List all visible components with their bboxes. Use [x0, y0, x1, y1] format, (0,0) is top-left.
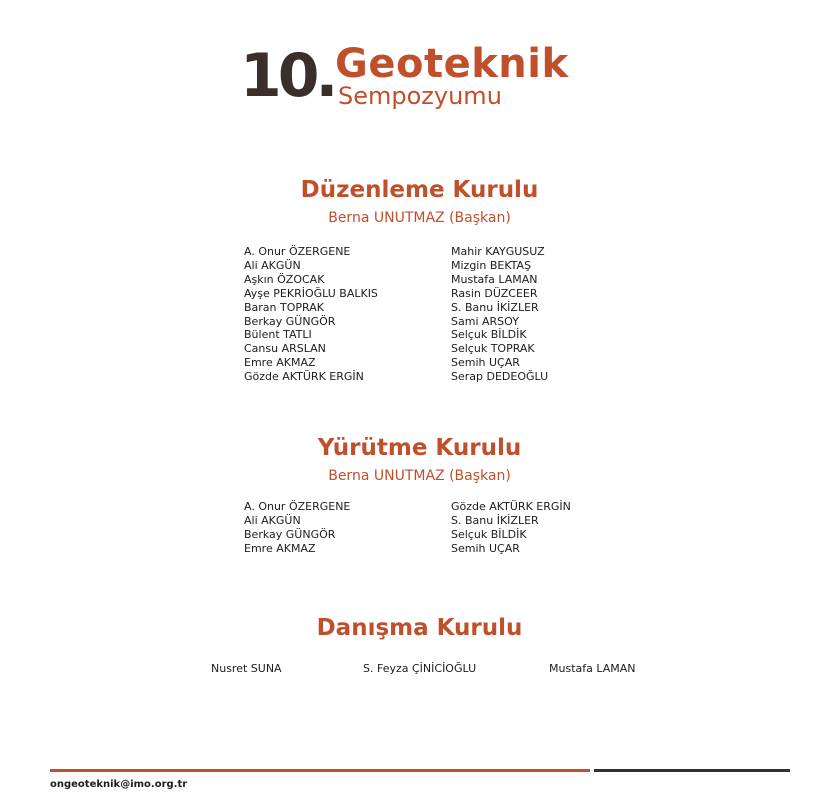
advisory-member: Nusret SUNA — [211, 662, 282, 675]
executive-committee-right-list — [451, 500, 571, 556]
organizing-committee-right-list — [451, 245, 548, 384]
contact-email[interactable]: ongeoteknik@imo.org.tr — [50, 779, 188, 790]
list-item: A. Onur ÖZERGENE — [244, 245, 351, 258]
list-item: Semih UÇAR — [451, 541, 520, 555]
list-item: Selçuk BİLDİK — [451, 527, 527, 541]
advisory-member: Mustafa LAMAN — [549, 662, 636, 675]
list-item: S. Banu İKİZLER — [451, 300, 539, 314]
list-item: Rasin DÜZCEER — [451, 286, 538, 300]
logo-title: Geoteknik — [335, 41, 569, 87]
list-item: A. Onur ÖZERGENE — [244, 500, 351, 513]
executive-committee-title: Yürütme Kurulu — [317, 435, 522, 461]
list-item: Aşkın ÖZOCAK — [244, 272, 325, 286]
list-item: Berkay GÜNGÖR — [244, 314, 336, 328]
list-item: Baran TOPRAK — [244, 300, 324, 314]
list-item: Ali AKGÜN — [244, 513, 301, 527]
logo-subtitle: Sempozyumu — [338, 82, 502, 110]
list-item: S. Banu İKİZLER — [451, 513, 539, 527]
executive-committee-left-list — [244, 500, 350, 556]
list-item: Berkay GÜNGÖR — [244, 527, 336, 541]
list-item: Mustafa LAMAN — [451, 272, 538, 286]
list-item: Mahir KAYGUSUZ — [451, 245, 545, 258]
list-item: Emre AKMAZ — [244, 541, 316, 555]
list-item: Serap DEDEOĞLU — [451, 370, 549, 384]
list-item: Selçuk BİLDİK — [451, 328, 527, 342]
list-item: Selçuk TOPRAK — [451, 342, 535, 356]
advisory-member: S. Feyza ÇİNİCİOĞLU — [363, 662, 477, 675]
list-item: Semih UÇAR — [451, 356, 520, 370]
executive-committee-chair: Berna UNUTMAZ (Başkan) — [328, 468, 511, 484]
list-item: Gözde AKTÜRK ERGİN — [244, 370, 364, 384]
list-item: Cansu ARSLAN — [244, 342, 326, 356]
organizing-committee-chair: Berna UNUTMAZ (Başkan) — [328, 210, 511, 226]
list-item: Emre AKMAZ — [244, 356, 316, 370]
logo-number: 10. — [240, 41, 335, 111]
symposium-logo — [240, 40, 620, 115]
list-item: Mizgin BEKTAŞ — [451, 258, 532, 272]
organizing-committee-title: Düzenleme Kurulu — [300, 177, 539, 203]
organizing-committee-left-list — [244, 245, 378, 384]
list-item: Bülent TATLI — [244, 328, 312, 342]
footer-rule-dark — [594, 769, 790, 772]
footer-rule-accent — [50, 769, 590, 772]
list-item: Sami ARSOY — [451, 314, 519, 328]
list-item: Ali AKGÜN — [244, 258, 301, 272]
advisory-committee-title: Danışma Kurulu — [316, 615, 523, 641]
list-item: Gözde AKTÜRK ERGİN — [451, 500, 571, 513]
list-item: Ayşe PEKRİOĞLU BALKIS — [244, 286, 378, 300]
